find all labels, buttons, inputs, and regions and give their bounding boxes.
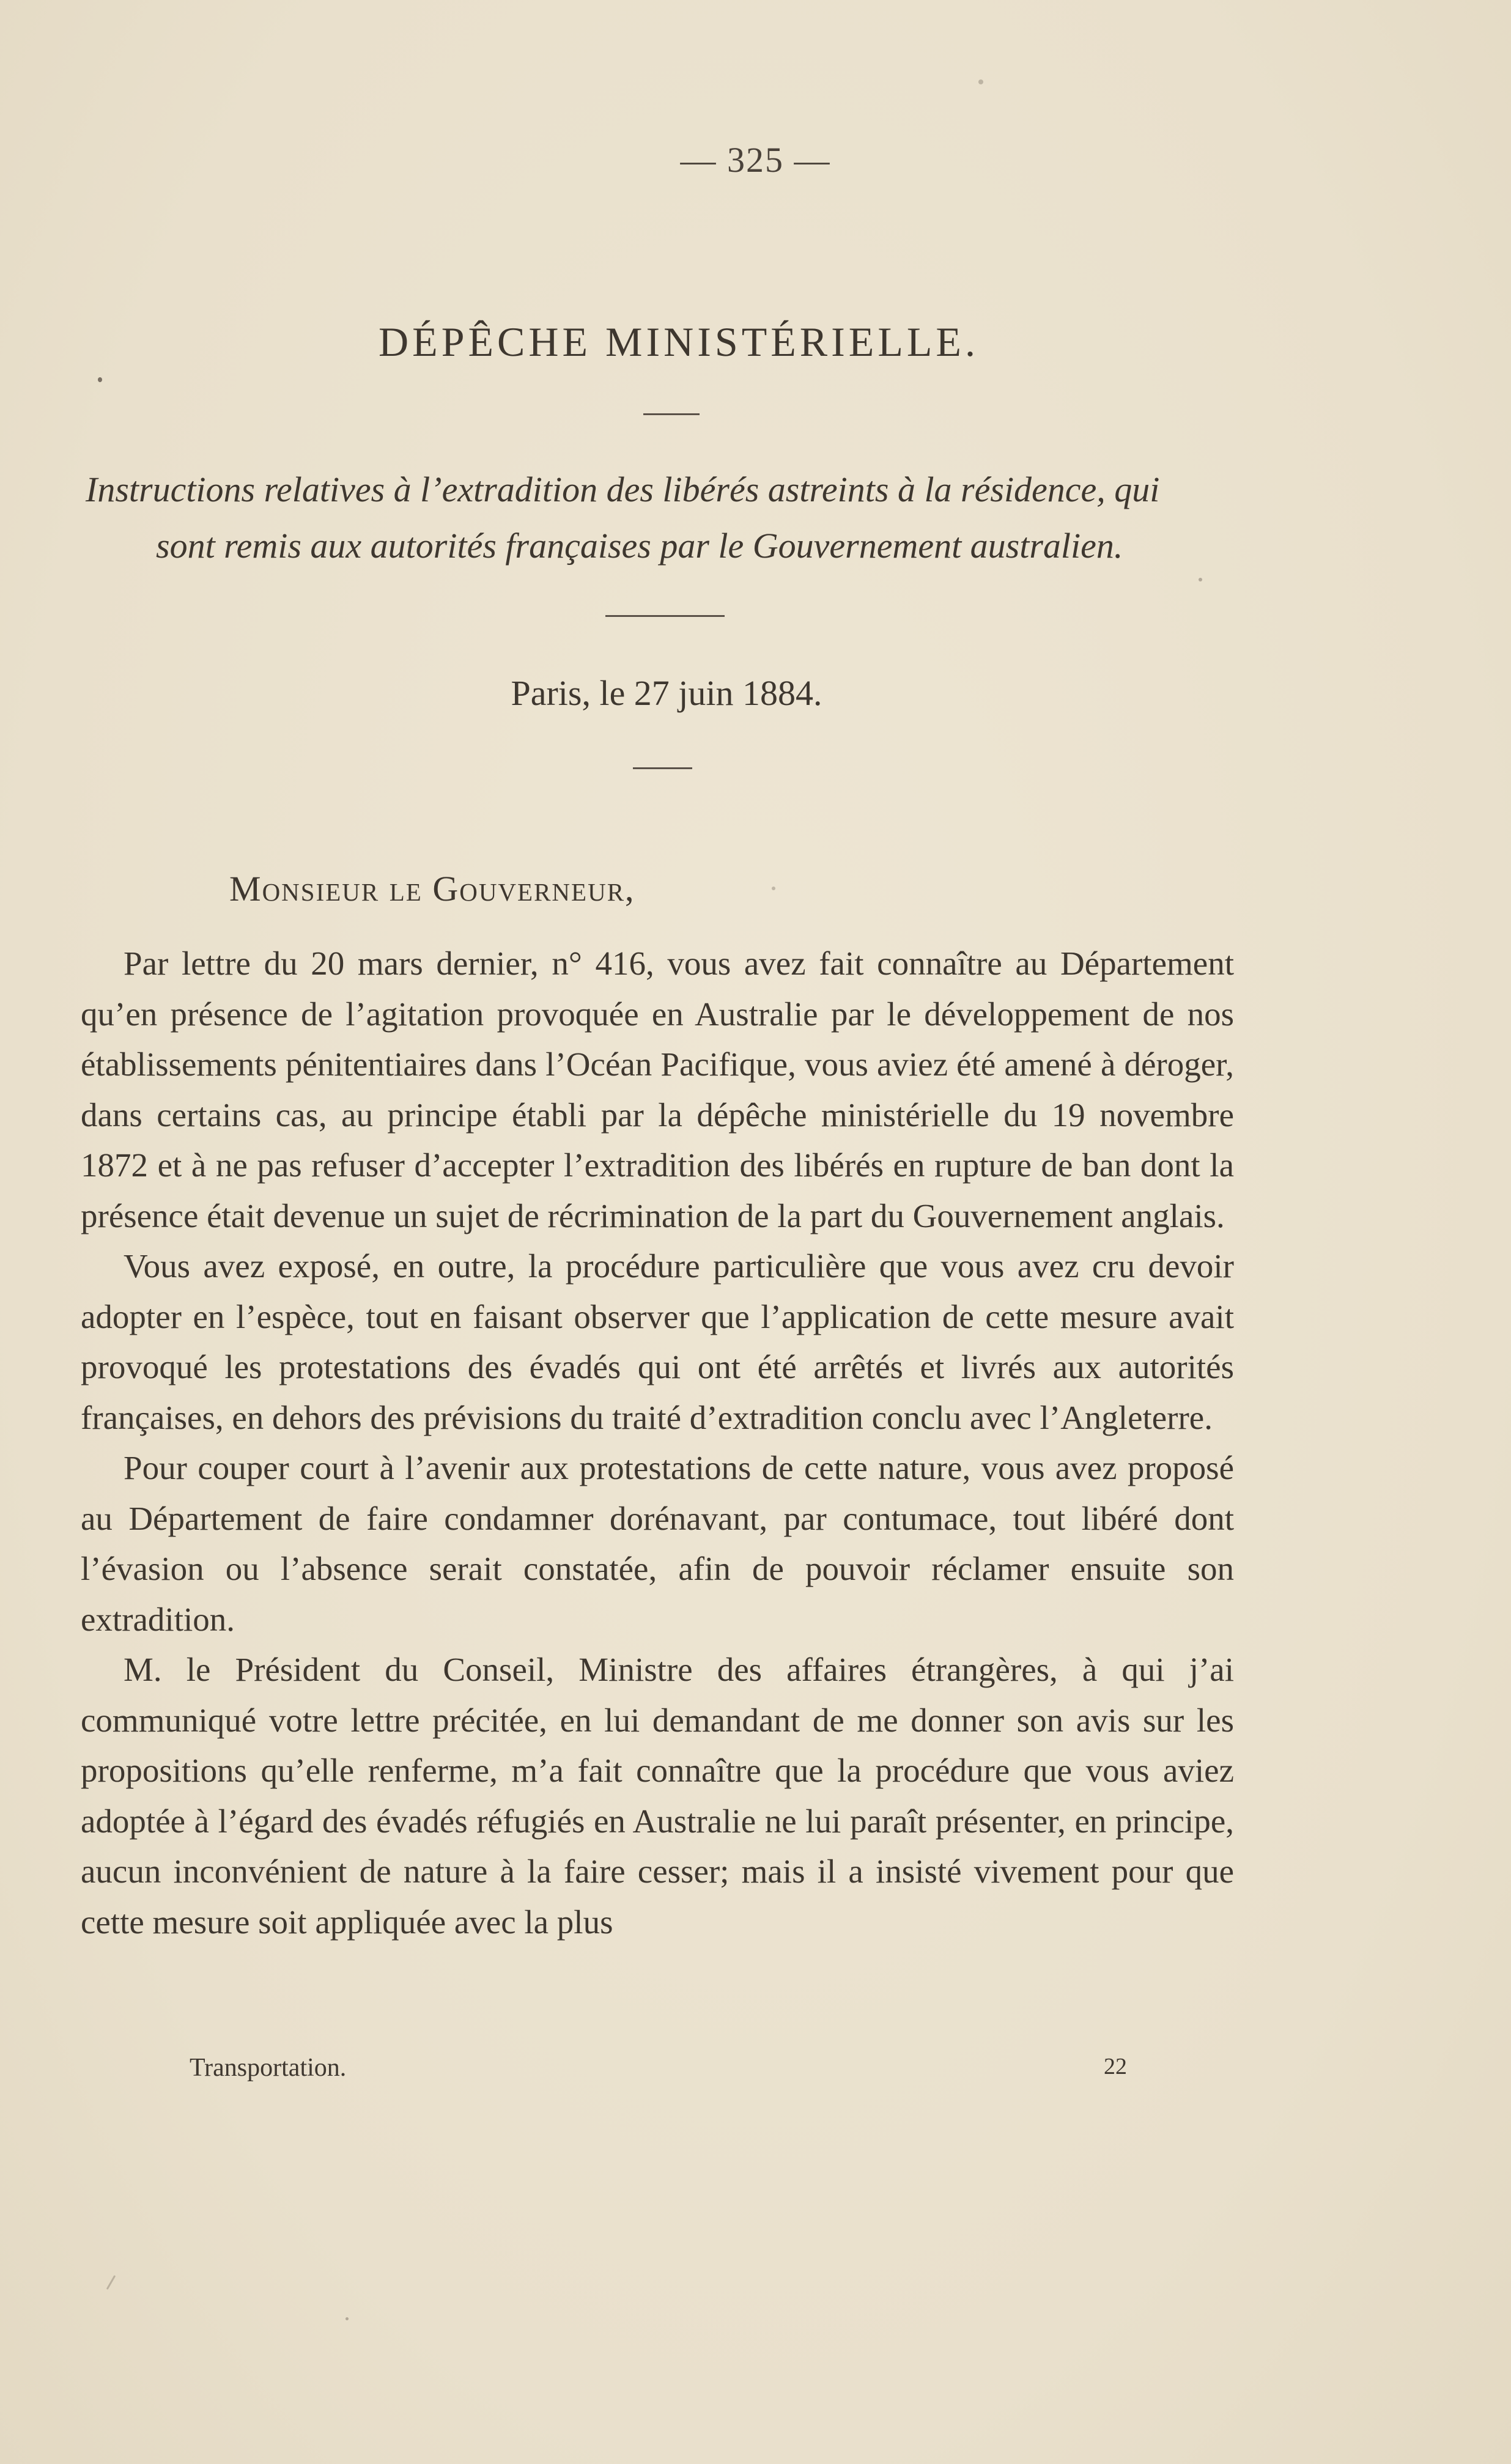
page-title: DÉPÊCHE MINISTÉRIELLE. xyxy=(379,319,979,365)
page-number: — 325 — xyxy=(680,140,831,180)
paper-speck xyxy=(106,2275,116,2290)
subtitle-line-2: sont remis aux autorités françaises par le Gouvernement australien. xyxy=(156,526,1123,566)
footer-signature: Transportation. xyxy=(190,2054,347,2082)
paragraph: Vous avez exposé, en outre, la procédure particulière que vous avez cru devoir adopter en l’espèce, tout en faisant observer que l’application de cette mesure avait provoqué les protestations des évadés qui ont été arrêtés et livrés aux autorités françaises, en dehors des prévisions du traité d’extradition conclu avec l’Angleterre. xyxy=(81,1247,1234,1436)
paragraph: M. le Président du Conseil, Ministre des affaires étrangères, à qui j’ai communiqué votre lettre précitée, en lui demandant de me donner son avis sur les propositions qu’elle renferme, m’a fait connaître que la procédure que vous aviez adoptée à l’égard des évadés réfugiés en Australie ne lui paraît présenter, en principe, aucun inconvénient de nature à la faire cesser; mais il a insisté vivement pour que cette mesure soit appliquée avec la plus xyxy=(81,1651,1234,1941)
letter-body xyxy=(81,939,1234,1947)
paragraph: Pour couper court à l’avenir aux protestations de cette nature, vous avez proposé au Département de faire condamner dorénavant, par contumace, tout libéré dont l’évasion ou l’absence serait constatée, afin de pouvoir réclamer ensuite son extradition. xyxy=(81,1449,1234,1638)
subtitle xyxy=(86,462,1254,574)
subtitle-rule xyxy=(605,615,725,617)
title-rule xyxy=(643,413,700,415)
paragraph: Par lettre du 20 mars dernier, n° 416, vous avez fait connaître au Département qu’en présence de l’agitation provoquée en Australie par le développement de nos établissements pénitentiaires dans l’Océan Pacifique, vous aviez été amené à déroger, dans certains cas, au principe établi par la dépêche ministérielle du 19 novembre 1872 et à ne pas refuser d’accepter l’extradition des libérés en rupture de ban dont la présence était devenue un sujet de récrimination de la part du Gouvernement anglais. xyxy=(81,945,1234,1234)
paper-speck xyxy=(345,2317,349,2320)
paper-speck xyxy=(978,79,983,84)
paper-speck xyxy=(98,377,102,382)
subtitle-line-1: Instructions relatives à l’extradition des libérés astreints à la résidence, qui xyxy=(86,470,1160,509)
footer-sheet-number: 22 xyxy=(1104,2054,1127,2079)
paper-speck xyxy=(1199,578,1202,581)
salutation: Monsieur le Gouverneur, xyxy=(229,869,635,909)
paper-speck xyxy=(772,887,775,890)
dateline-rule xyxy=(633,767,692,769)
dateline: Paris, le 27 juin 1884. xyxy=(511,673,822,713)
